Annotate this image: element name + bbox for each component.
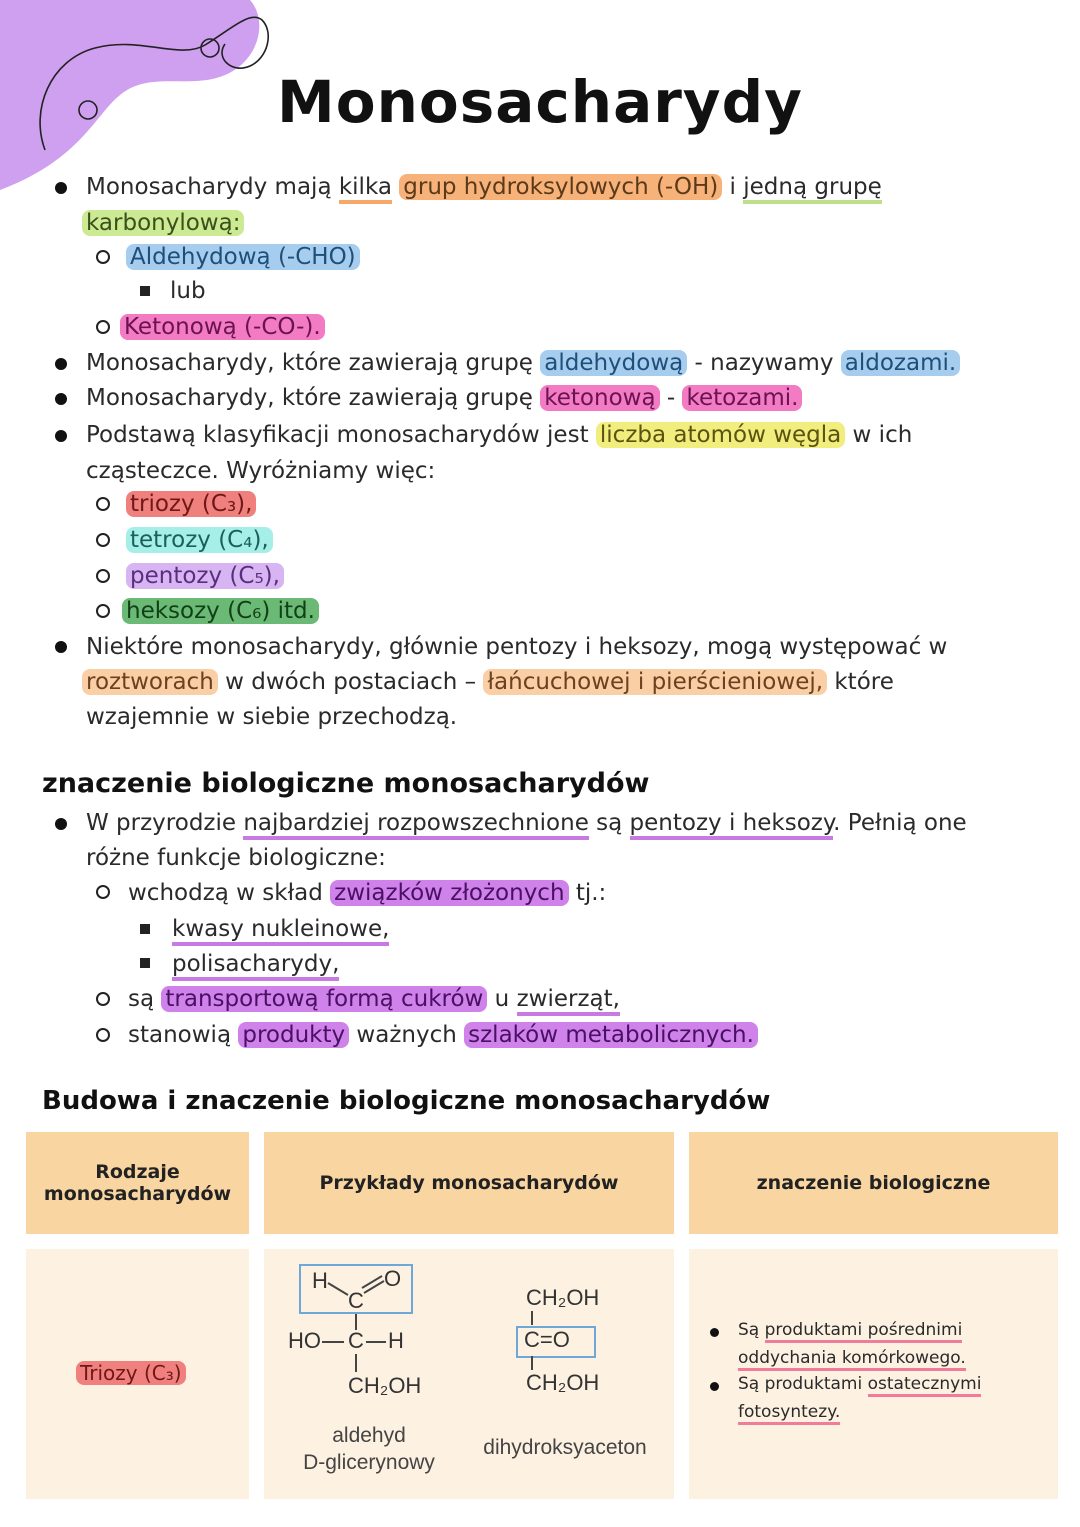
hl-aldehydowa: Aldehydową (-CHO) — [126, 244, 360, 270]
circle-bullet — [96, 569, 110, 583]
text: stanowią — [128, 1022, 239, 1048]
chem-ch2oh-bot: CH₂OH — [526, 1370, 600, 1395]
aldo-line — [86, 346, 960, 380]
text: w dwóch postaciach – — [217, 669, 484, 695]
text: Monosacharydy, które zawierają grupę — [86, 350, 541, 376]
text-posrednimi: produktami pośrednimi — [765, 1320, 963, 1343]
hl-tetrozy: tetrozy (C₄), — [126, 527, 273, 553]
meaning-2-line-1 — [738, 1374, 981, 1394]
text: są — [128, 986, 162, 1012]
circle-bullet — [96, 497, 110, 511]
circle-bullet — [96, 250, 110, 264]
circle-bullet — [96, 992, 110, 1006]
hl-aldozami: aldozami. — [841, 350, 960, 376]
hl-heksozy: heksozy (C₆) itd. — [122, 598, 319, 624]
bond — [531, 1356, 533, 1370]
sec1-sub-2 — [128, 982, 620, 1016]
text: i — [722, 174, 744, 200]
text: Monosacharydy, które zawierają grupę — [86, 385, 541, 411]
hl-zwiazkow: związków złożonych — [330, 880, 568, 906]
hl-roztworach: roztworach — [82, 669, 218, 695]
text: Są — [738, 1320, 765, 1340]
text: - — [659, 385, 683, 411]
bullet-dot — [55, 393, 67, 405]
chem-c-eq-o: C=O — [524, 1327, 570, 1352]
square-bullet — [140, 286, 150, 296]
section-title-budowa: Budowa i znaczenie biologiczne monosacharydów — [42, 1086, 771, 1116]
bond — [355, 1354, 357, 1372]
text: są — [588, 810, 630, 836]
postac-line-1 — [86, 630, 947, 664]
bullet-dot — [55, 430, 67, 442]
circle-bullet — [96, 604, 110, 618]
klas-item-tetrozy — [126, 523, 273, 557]
header-text: znaczenie biologiczne — [756, 1172, 991, 1194]
text: lub — [170, 278, 206, 304]
chem-name-1b: D-glicerynowy — [303, 1451, 435, 1474]
chem-o: O — [384, 1266, 402, 1291]
keto-line — [86, 381, 802, 415]
sub-lub — [170, 274, 206, 308]
text: . Pełnią one — [833, 810, 967, 836]
bullet-dot — [55, 818, 67, 830]
header-text: Przykłady monosacharydów — [319, 1172, 619, 1194]
circle-bullet — [96, 1028, 110, 1042]
bullet-dot — [55, 182, 67, 194]
section-title-znaczenie: znaczenie biologiczne monosacharydów — [42, 768, 650, 799]
hl-pentozy: pentozy (C₅), — [126, 563, 284, 589]
header-text: Rodzaje monosacharydów — [43, 1161, 232, 1205]
circle-bullet — [96, 533, 110, 547]
hl-ketonowa: Ketonową (-CO-). — [120, 314, 325, 340]
text: u — [487, 986, 517, 1012]
text-kilka: kilka — [339, 174, 392, 204]
text-najbardziej: najbardziej rozpowszechnione — [243, 810, 589, 840]
klas-line-2 — [86, 454, 435, 488]
sec1-sub-1 — [128, 876, 606, 910]
chem-bonds-top — [320, 1275, 400, 1305]
text: które — [827, 669, 894, 695]
klas-item-heksozy — [122, 594, 319, 628]
meaning-2-line-2 — [738, 1402, 840, 1422]
hl-ketonowa-2: ketonową — [540, 385, 659, 411]
text: W przyrodzie — [86, 810, 244, 836]
text-pentozy-heksozy: pentozy i heksozy — [630, 810, 834, 840]
intro-line-1 — [86, 170, 882, 204]
text-polisacharydy: polisacharydy, — [172, 951, 339, 981]
klas-item-pentozy — [126, 559, 284, 593]
hl-transportowa: transportową formą cukrów — [161, 986, 487, 1012]
hl-triozy: triozy (C₃), — [126, 491, 256, 517]
hl-triozy-table: Triozy (C₃) — [76, 1361, 186, 1385]
sec1-line-1 — [86, 806, 967, 840]
chem-ch2oh-top: CH₂OH — [526, 1285, 600, 1310]
table-header-przyklady — [264, 1132, 674, 1234]
bullet-dot — [55, 358, 67, 370]
bond — [366, 1341, 386, 1343]
chem-ch2oh: CH₂OH — [348, 1373, 422, 1398]
sec1-subsub-2 — [172, 947, 339, 981]
chem-name-2: dihydroksyaceton — [483, 1436, 647, 1459]
klas-line-1 — [86, 418, 912, 452]
hl-hydroxyl: grup hydroksylowych (-OH) — [399, 174, 722, 200]
meaning-1-line-2 — [738, 1348, 966, 1368]
hl-szlakow: szlaków metabolicznych. — [464, 1022, 758, 1048]
chem-c: C — [348, 1288, 364, 1313]
circle-bullet — [96, 320, 110, 334]
hl-liczba-atomow: liczba atomów węgla — [596, 422, 845, 448]
meaning-1-line-1 — [738, 1320, 962, 1340]
text: Monosacharydy mają — [86, 174, 339, 200]
text: tj.: — [568, 880, 607, 906]
text: różne funkcje biologiczne: — [86, 845, 386, 871]
bullet-dot — [55, 641, 67, 653]
hl-aldehydowa-2: aldehydową — [540, 350, 687, 376]
postac-line-2 — [82, 665, 894, 699]
hl-ketozami: ketozami. — [682, 385, 802, 411]
bullet-dot — [710, 1328, 719, 1337]
text: wzajemnie w siebie przechodzą. — [86, 704, 458, 730]
sec1-subsub-1 — [172, 912, 389, 946]
square-bullet — [140, 924, 150, 934]
text-jedna-grupe: jedną grupę — [743, 174, 882, 204]
text-oddychania: oddychania komórkowego. — [738, 1348, 966, 1371]
intro-line-2 — [82, 206, 244, 240]
sub-aldehydowa — [126, 240, 360, 274]
page-title: Monosacharydy — [277, 68, 803, 136]
postac-line-3 — [86, 700, 457, 734]
bond — [531, 1311, 533, 1325]
text-zwierzat: zwierząt, — [517, 986, 620, 1016]
text-fotosyntezy: fotosyntezy. — [738, 1402, 840, 1425]
text: Niektóre monosacharydy, głównie pentozy i heksozy, mogą występować w — [86, 634, 948, 660]
hl-karbonylowa: karbonylową: — [82, 210, 244, 236]
table-header-znaczenie — [689, 1132, 1058, 1234]
text: w ich — [845, 422, 913, 448]
row-type-label — [76, 1356, 186, 1390]
bond — [322, 1341, 344, 1343]
text: Są produktami — [738, 1374, 868, 1394]
text: - nazywamy — [687, 350, 841, 376]
chem-ho: HO — [288, 1328, 321, 1353]
text-kwasy: kwasy nukleinowe, — [172, 916, 389, 946]
bullet-dot — [710, 1382, 719, 1391]
hl-lancuchowej: łańcuchowej i pierścieniowej, — [483, 669, 827, 695]
chem-h: H — [312, 1268, 328, 1293]
square-bullet — [140, 958, 150, 968]
chem-h: H — [388, 1328, 404, 1353]
text: wchodzą w skład — [128, 880, 331, 906]
circle-bullet — [96, 885, 110, 899]
text: cząsteczce. Wyróżniamy więc: — [86, 458, 436, 484]
sub-ketonowa — [120, 310, 325, 344]
chem-c: C — [348, 1328, 364, 1353]
table-header-rodzaje — [26, 1132, 249, 1234]
sec1-line-2 — [86, 841, 386, 875]
hl-produkty: produkty — [238, 1022, 349, 1048]
klas-item-triozy — [126, 487, 256, 521]
text-ostatecznymi: ostatecznymi — [868, 1374, 982, 1397]
chem-name-1a: aldehyd — [332, 1424, 406, 1447]
sec1-sub-3 — [128, 1018, 758, 1052]
text: ważnych — [349, 1022, 465, 1048]
text: Podstawą klasyfikacji monosacharydów jest — [86, 422, 596, 448]
